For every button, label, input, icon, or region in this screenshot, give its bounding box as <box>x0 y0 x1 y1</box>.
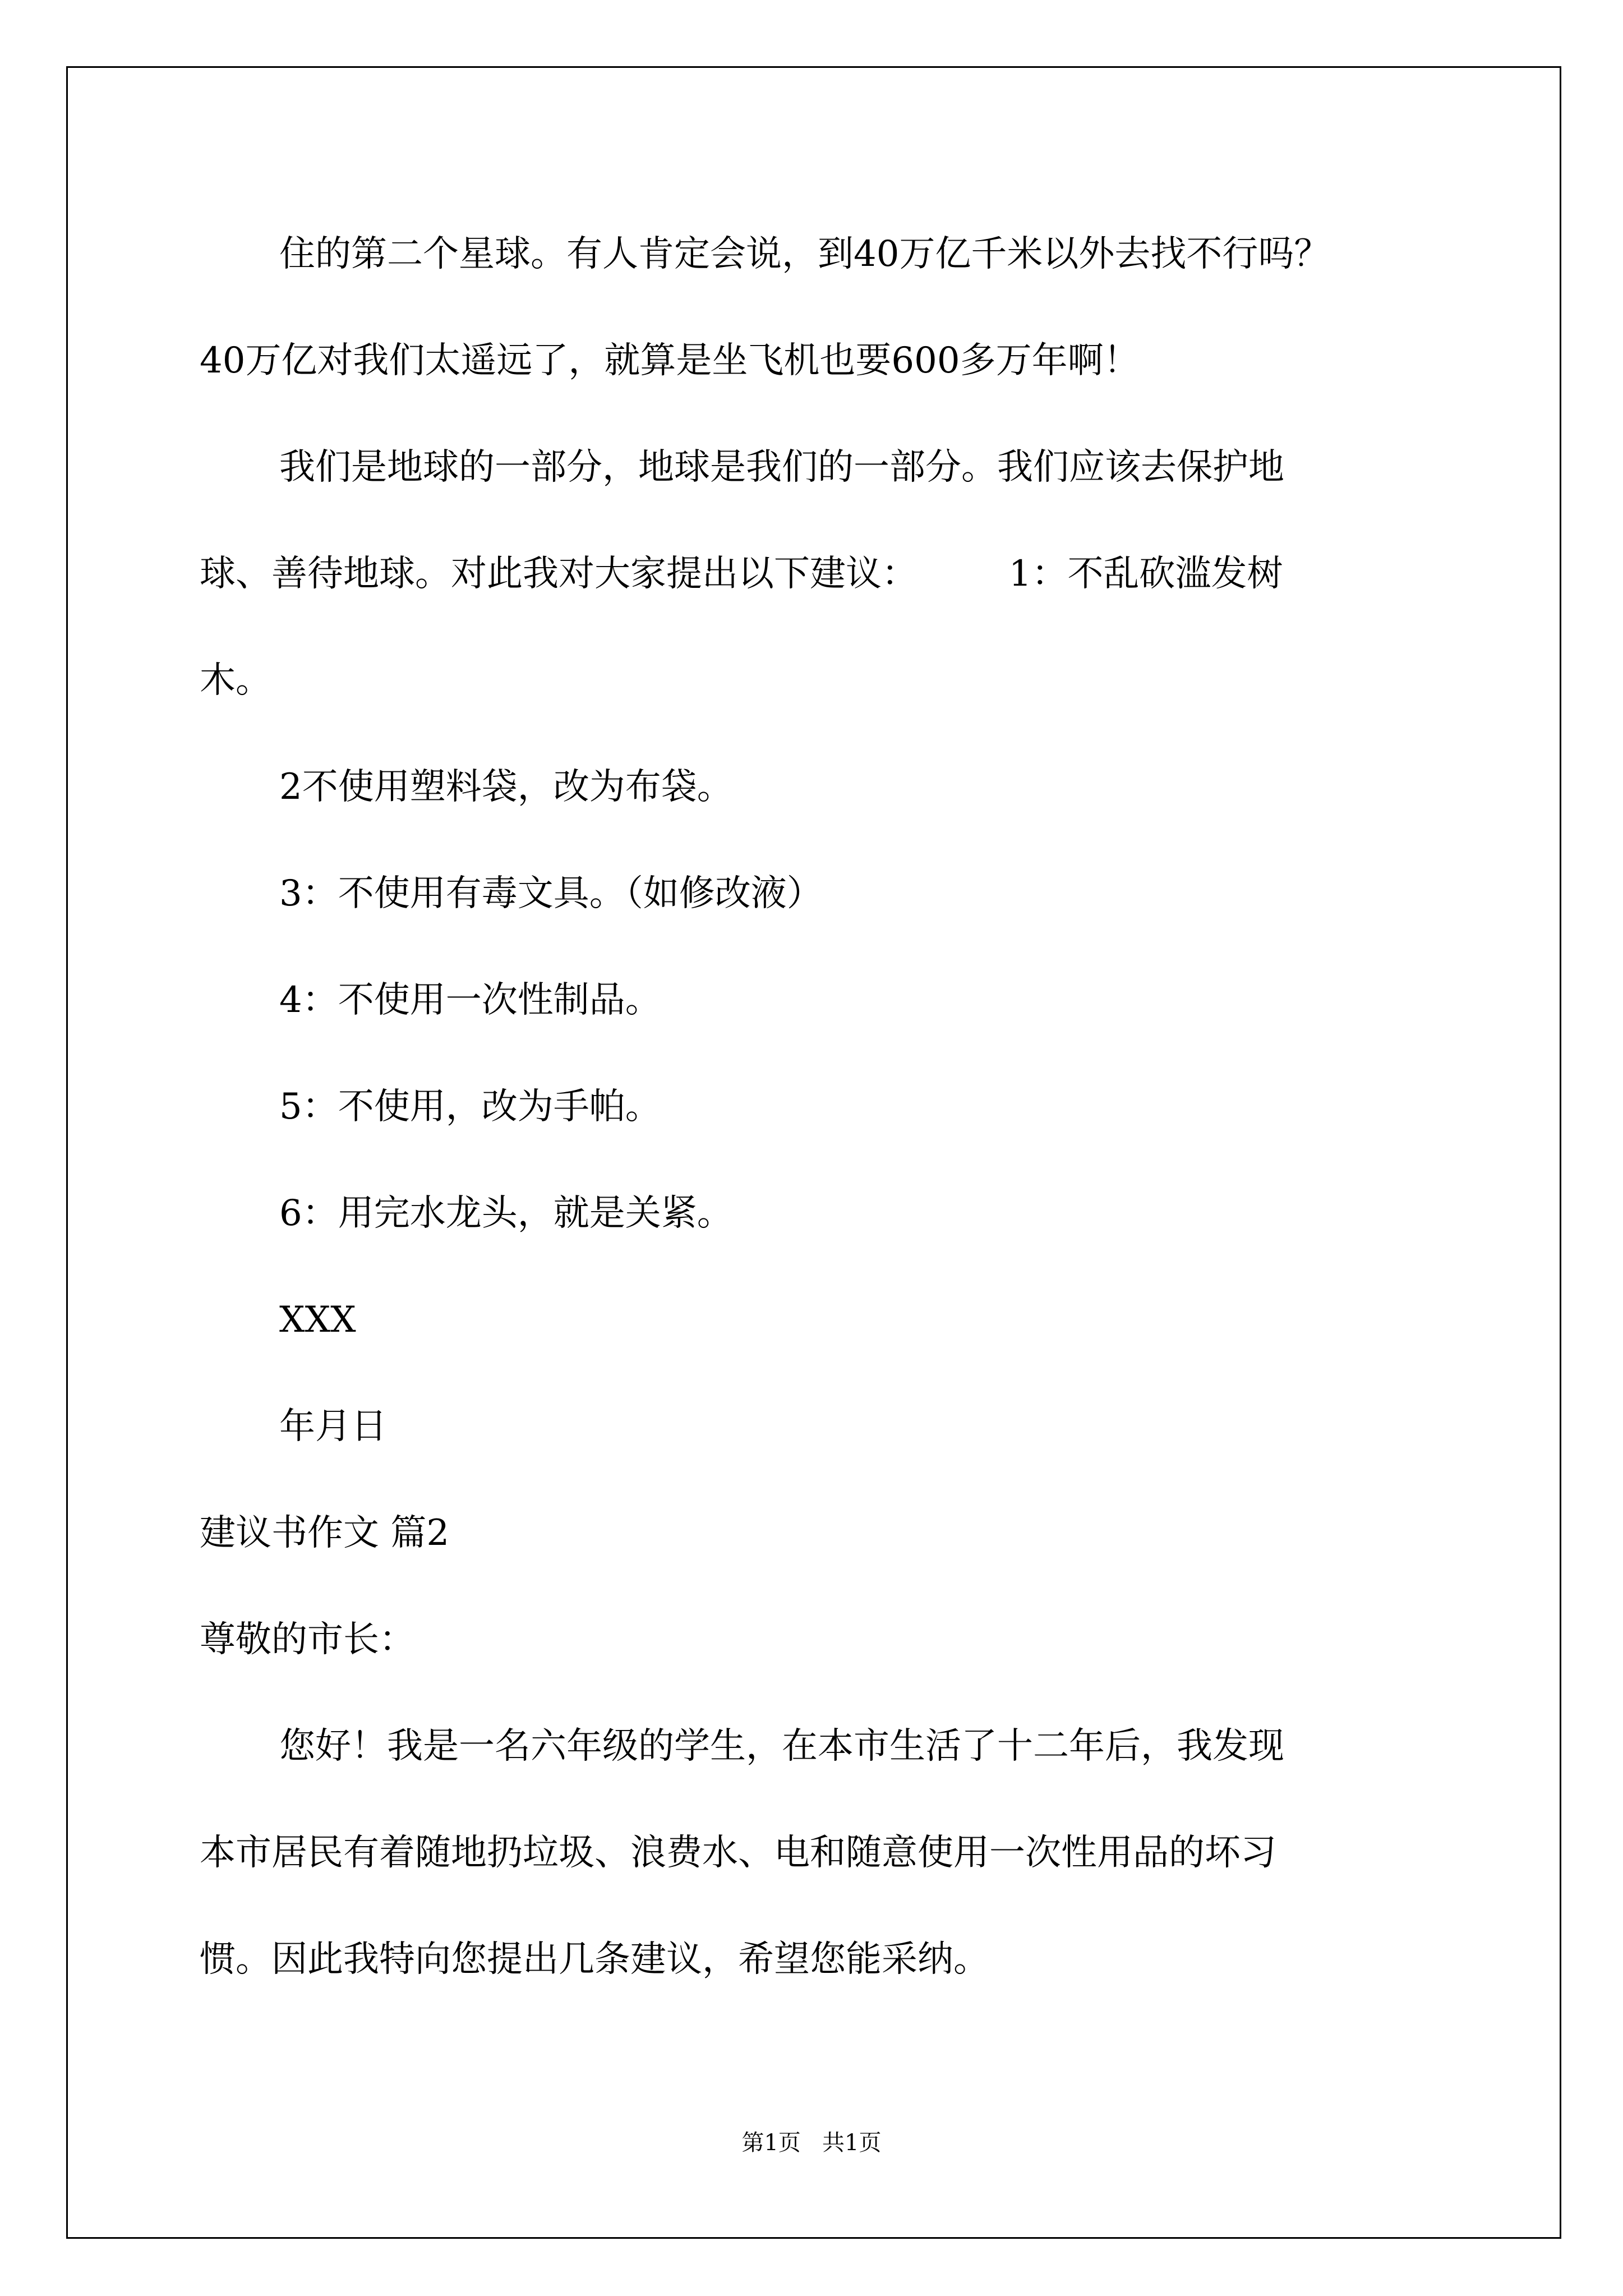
text-line: 40万亿对我们太遥远了，就算是坐飞机也要600多万年啊！ <box>200 340 1140 381</box>
text-line: 您好！我是一名六年级的学生，在本市生活了十二年后，我发现 <box>279 1726 1284 1767</box>
section-heading: 建议书作文 篇2 <box>200 1512 450 1554</box>
text-line: 住的第二个星球。有人肯定会说，到40万亿千米以外去找不行吗？ <box>279 233 1330 275</box>
signature-date: 年月日 <box>279 1406 387 1447</box>
text-line: 我们是地球的一部分，地球是我们的一部分。我们应该去保护地 <box>279 447 1284 488</box>
text-line: 2不使用塑料袋，改为布袋。 <box>279 766 733 808</box>
page-number-footer: 第1页 共1页 <box>741 2130 882 2156</box>
text-line: 3：不使用有毒文具。（如修改液） <box>279 873 823 914</box>
text-line: 惯。因此我特向您提出几条建议，希望您能采纳。 <box>200 1939 989 1980</box>
text-line: 4：不使用一次性制品。 <box>279 979 661 1021</box>
salutation: 尊敬的市长： <box>200 1619 415 1660</box>
signature-name: XXX <box>279 1299 356 1341</box>
text-line: 6：用完水龙头，就是关紧。 <box>279 1193 733 1234</box>
text-line: 球、善待地球。对此我对大家提出以下建议： 1：不乱砍滥发树 <box>200 553 1283 595</box>
text-line: 本市居民有着随地扔垃圾、浪费水、电和随意使用一次性用品的坏习 <box>200 1832 1276 1874</box>
text-line: 5：不使用，改为手帕。 <box>279 1086 661 1128</box>
text-line: 木。 <box>200 660 271 701</box>
document-body <box>200 218 1433 2030</box>
